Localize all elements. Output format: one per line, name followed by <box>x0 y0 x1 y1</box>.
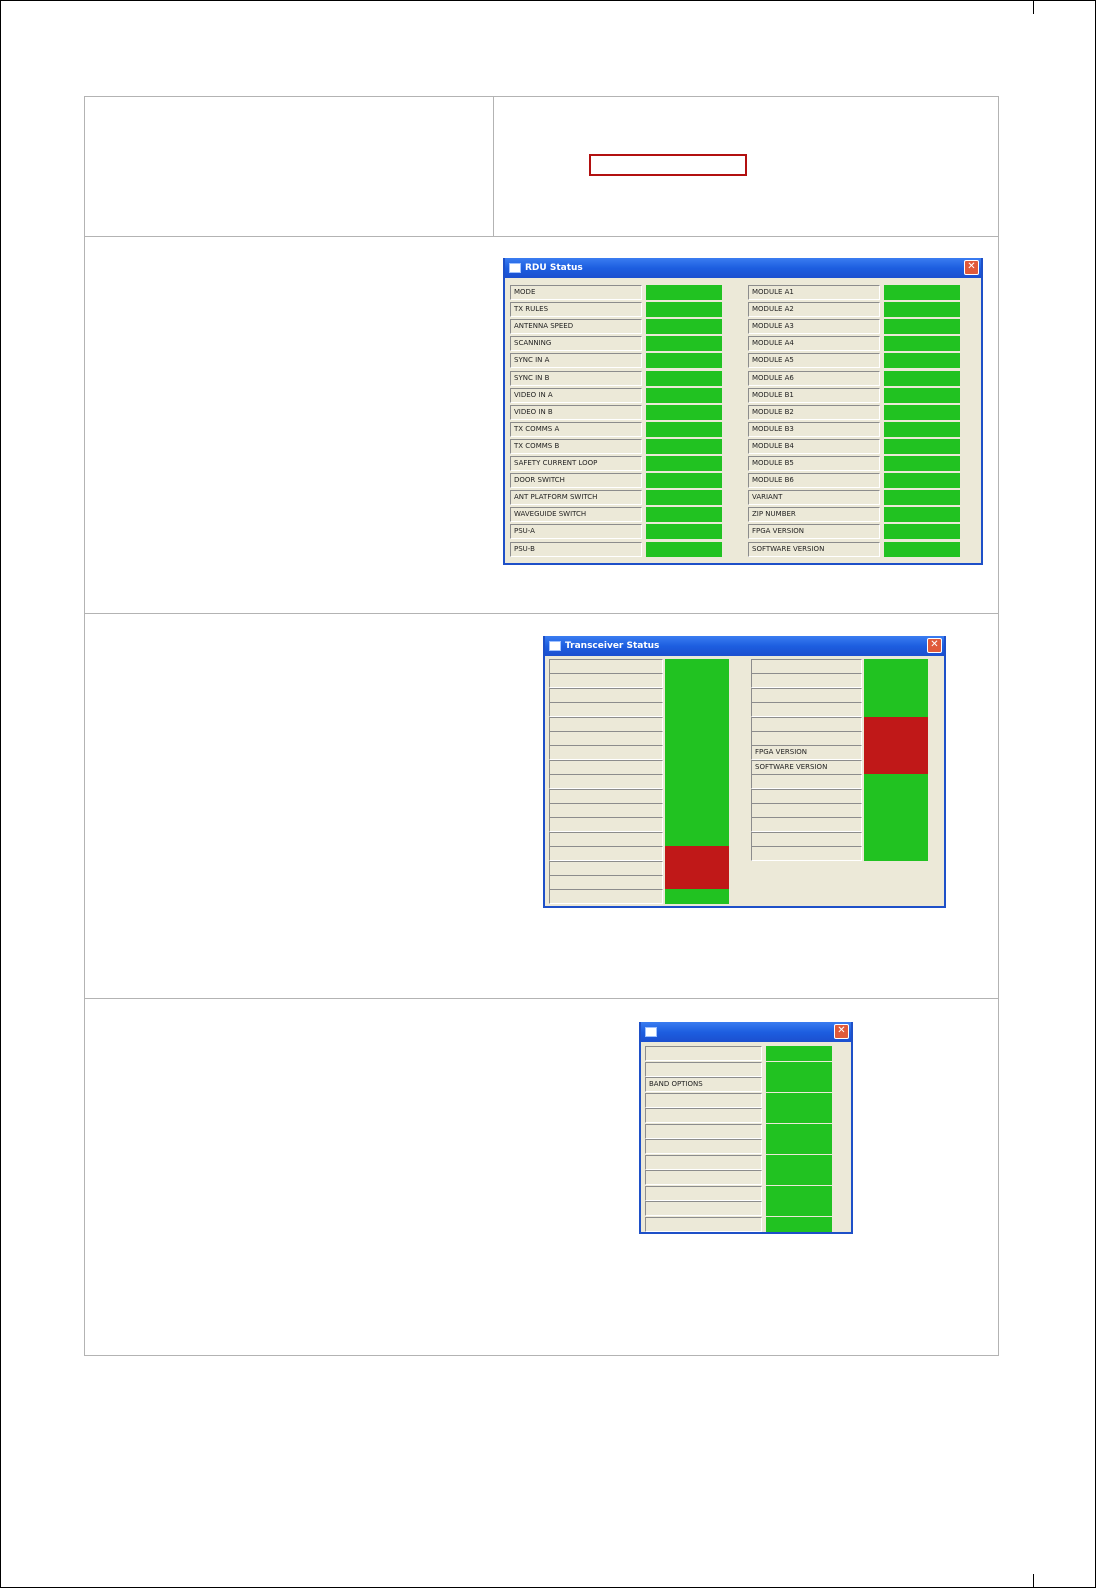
status-row <box>751 774 928 789</box>
status-row <box>751 659 928 674</box>
status-label: VARIANT <box>748 490 880 505</box>
status-indicator <box>646 439 722 454</box>
status-indicator <box>884 302 960 317</box>
transceiver-title-bar[interactable] <box>545 636 944 656</box>
status-indicator <box>646 456 722 471</box>
status-row <box>748 302 960 317</box>
status-row <box>549 673 729 688</box>
status-indicator <box>646 507 722 522</box>
status-indicator <box>665 760 729 775</box>
page-top-line <box>1033 0 1034 14</box>
status-indicator <box>665 745 729 760</box>
status-row <box>549 774 729 789</box>
status-label <box>549 789 663 804</box>
status-row <box>645 1155 832 1170</box>
status-indicator <box>884 542 960 557</box>
status-row <box>748 405 960 420</box>
status-indicator <box>864 673 928 688</box>
status-label <box>549 731 663 746</box>
misc-status-cell <box>85 999 999 1356</box>
status-indicator <box>864 803 928 818</box>
status-label <box>549 861 663 876</box>
status-row <box>748 353 960 368</box>
status-indicator <box>665 688 729 703</box>
status-label <box>645 1124 762 1139</box>
status-row <box>510 439 722 454</box>
status-label <box>751 673 862 688</box>
status-label <box>751 803 862 818</box>
status-indicator <box>646 302 722 317</box>
status-row <box>549 717 729 732</box>
status-label <box>549 774 663 789</box>
status-label <box>751 774 862 789</box>
status-row <box>549 817 729 832</box>
status-row <box>645 1077 832 1092</box>
status-indicator <box>864 774 928 789</box>
status-row <box>549 659 729 674</box>
status-row <box>748 542 960 557</box>
status-indicator <box>665 789 729 804</box>
status-label: MODULE A3 <box>748 319 880 334</box>
status-indicator <box>646 542 722 557</box>
status-indicator <box>646 285 722 300</box>
status-label <box>751 789 862 804</box>
status-label <box>645 1217 762 1232</box>
status-label <box>751 832 862 847</box>
status-label: PSU-A <box>510 524 642 539</box>
status-label <box>751 659 862 674</box>
status-label <box>645 1046 762 1061</box>
status-row <box>645 1062 832 1077</box>
status-indicator <box>766 1062 832 1077</box>
status-indicator <box>766 1155 832 1170</box>
status-label: MODULE B3 <box>748 422 880 437</box>
status-label <box>549 803 663 818</box>
status-indicator <box>665 803 729 818</box>
status-row <box>748 524 960 539</box>
status-indicator <box>766 1170 832 1185</box>
status-row <box>748 490 960 505</box>
status-indicator <box>884 439 960 454</box>
status-row <box>510 490 722 505</box>
status-label: MODULE B1 <box>748 388 880 403</box>
status-label <box>645 1062 762 1077</box>
status-row <box>748 456 960 471</box>
status-indicator <box>766 1217 832 1232</box>
status-indicator <box>864 745 928 760</box>
status-indicator <box>766 1201 832 1216</box>
status-label: MODULE B4 <box>748 439 880 454</box>
status-label: FPGA VERSION <box>748 524 880 539</box>
status-row <box>549 803 729 818</box>
status-row <box>751 673 928 688</box>
status-indicator <box>646 490 722 505</box>
status-indicator <box>665 717 729 732</box>
status-label <box>549 673 663 688</box>
status-indicator <box>646 388 722 403</box>
status-label <box>751 846 862 861</box>
status-indicator <box>864 832 928 847</box>
status-label: TX COMMS B <box>510 439 642 454</box>
status-label <box>549 875 663 890</box>
rdu-window-title: RDU Status <box>525 263 583 273</box>
status-label: MODULE A5 <box>748 353 880 368</box>
status-label <box>549 717 663 732</box>
status-label <box>645 1108 762 1123</box>
page-bottom-line <box>1033 1574 1034 1588</box>
status-label <box>549 760 663 775</box>
status-label <box>751 731 862 746</box>
status-label: SAFETY CURRENT LOOP <box>510 456 642 471</box>
status-label <box>751 717 862 732</box>
rdu-title-bar[interactable] <box>505 258 981 278</box>
status-row <box>751 803 928 818</box>
status-indicator <box>884 456 960 471</box>
status-label: MODULE B6 <box>748 473 880 488</box>
status-indicator <box>884 353 960 368</box>
status-label <box>645 1186 762 1201</box>
status-label: WAVEGUIDE SWITCH <box>510 507 642 522</box>
header-right-cell <box>494 97 999 237</box>
close-icon[interactable]: ✕ <box>964 260 979 275</box>
window-icon <box>549 641 561 651</box>
status-indicator <box>884 490 960 505</box>
status-indicator <box>884 388 960 403</box>
status-row <box>645 1093 832 1108</box>
status-label: ANT PLATFORM SWITCH <box>510 490 642 505</box>
status-indicator <box>646 371 722 386</box>
status-label: MODE <box>510 285 642 300</box>
status-label <box>751 817 862 832</box>
status-row <box>645 1124 832 1139</box>
status-row <box>645 1108 832 1123</box>
transceiver-window-title: Transceiver Status <box>565 641 660 651</box>
status-row <box>751 760 928 775</box>
status-row <box>549 731 729 746</box>
misc-title-bar[interactable] <box>641 1022 851 1042</box>
status-row <box>751 717 928 732</box>
status-label: SYNC IN A <box>510 353 642 368</box>
status-indicator <box>646 336 722 351</box>
status-label <box>645 1170 762 1185</box>
status-label: MODULE A4 <box>748 336 880 351</box>
status-row <box>751 731 928 746</box>
status-row <box>748 422 960 437</box>
status-indicator <box>884 507 960 522</box>
status-indicator <box>864 846 928 861</box>
status-label <box>645 1093 762 1108</box>
close-icon[interactable]: ✕ <box>927 638 942 653</box>
status-row <box>510 371 722 386</box>
misc-status-window <box>639 1022 853 1234</box>
status-row <box>748 285 960 300</box>
status-row <box>748 371 960 386</box>
status-row <box>748 507 960 522</box>
status-row <box>549 789 729 804</box>
status-label: ANTENNA SPEED <box>510 319 642 334</box>
status-label: FPGA VERSION <box>751 745 862 760</box>
status-label <box>549 745 663 760</box>
status-row <box>549 875 729 890</box>
status-row <box>645 1170 832 1185</box>
status-row <box>510 285 722 300</box>
status-indicator <box>665 659 729 674</box>
status-indicator <box>665 861 729 876</box>
status-indicator <box>766 1186 832 1201</box>
status-row <box>549 861 729 876</box>
status-indicator <box>884 371 960 386</box>
status-label <box>549 817 663 832</box>
status-label: SYNC IN B <box>510 371 642 386</box>
status-indicator <box>646 353 722 368</box>
status-row <box>549 889 729 904</box>
status-label: TX COMMS A <box>510 422 642 437</box>
status-row <box>751 846 928 861</box>
status-label: MODULE B5 <box>748 456 880 471</box>
status-label <box>549 659 663 674</box>
status-label: BAND OPTIONS <box>645 1077 762 1092</box>
status-label: MODULE A2 <box>748 302 880 317</box>
status-row <box>510 405 722 420</box>
status-row <box>751 817 928 832</box>
status-row <box>510 542 722 557</box>
status-row <box>549 688 729 703</box>
window-icon <box>509 263 521 273</box>
status-label: VIDEO IN A <box>510 388 642 403</box>
status-row <box>510 336 722 351</box>
status-row <box>510 388 722 403</box>
status-label <box>549 889 663 904</box>
status-label: PSU-B <box>510 542 642 557</box>
status-row <box>748 336 960 351</box>
status-label: SCANNING <box>510 336 642 351</box>
status-label <box>751 702 862 717</box>
status-label: MODULE A1 <box>748 285 880 300</box>
status-indicator <box>864 717 928 732</box>
status-row <box>510 473 722 488</box>
status-row <box>751 832 928 847</box>
status-row <box>748 388 960 403</box>
status-indicator <box>864 760 928 775</box>
status-label <box>645 1201 762 1216</box>
status-label: TX RULES <box>510 302 642 317</box>
status-row <box>645 1217 832 1232</box>
status-row <box>549 745 729 760</box>
highlight-box <box>589 154 747 176</box>
status-indicator <box>665 673 729 688</box>
status-label <box>645 1139 762 1154</box>
status-row <box>748 319 960 334</box>
status-row <box>645 1201 832 1216</box>
status-indicator <box>665 846 729 861</box>
status-indicator <box>646 473 722 488</box>
status-indicator <box>665 702 729 717</box>
status-row <box>549 702 729 717</box>
status-indicator <box>646 319 722 334</box>
status-indicator <box>884 524 960 539</box>
status-row <box>645 1139 832 1154</box>
status-indicator <box>884 473 960 488</box>
status-row <box>510 456 722 471</box>
status-indicator <box>665 731 729 746</box>
status-label <box>549 832 663 847</box>
status-row <box>748 439 960 454</box>
status-indicator <box>665 875 729 890</box>
status-indicator <box>864 702 928 717</box>
status-row <box>510 422 722 437</box>
status-indicator <box>665 774 729 789</box>
status-indicator <box>884 405 960 420</box>
status-indicator <box>646 405 722 420</box>
status-indicator <box>884 336 960 351</box>
status-indicator <box>864 817 928 832</box>
status-indicator <box>766 1108 832 1123</box>
status-row <box>549 846 729 861</box>
status-label: VIDEO IN B <box>510 405 642 420</box>
status-label: MODULE B2 <box>748 405 880 420</box>
status-row <box>549 832 729 847</box>
rdu-status-window <box>503 258 983 565</box>
status-indicator <box>766 1139 832 1154</box>
window-icon <box>645 1027 657 1037</box>
status-indicator <box>766 1124 832 1139</box>
status-row <box>748 473 960 488</box>
status-indicator <box>766 1046 832 1061</box>
status-indicator <box>864 789 928 804</box>
status-row <box>510 302 722 317</box>
status-label: SOFTWARE VERSION <box>751 760 862 775</box>
status-row <box>510 353 722 368</box>
status-indicator <box>665 889 729 904</box>
status-row <box>751 688 928 703</box>
status-row <box>751 745 928 760</box>
status-row <box>510 507 722 522</box>
status-row <box>645 1186 832 1201</box>
status-row <box>751 702 928 717</box>
status-indicator <box>766 1077 832 1092</box>
status-indicator <box>646 422 722 437</box>
status-label: DOOR SWITCH <box>510 473 642 488</box>
status-indicator <box>766 1093 832 1108</box>
status-indicator <box>665 832 729 847</box>
status-indicator <box>665 817 729 832</box>
status-row <box>510 524 722 539</box>
status-indicator <box>646 524 722 539</box>
status-label: SOFTWARE VERSION <box>748 542 880 557</box>
status-indicator <box>864 659 928 674</box>
status-label <box>549 846 663 861</box>
header-left-cell <box>85 97 494 237</box>
status-label <box>751 688 862 703</box>
status-row <box>549 760 729 775</box>
status-row <box>645 1046 832 1061</box>
status-label: MODULE A6 <box>748 371 880 386</box>
status-indicator <box>884 422 960 437</box>
close-icon[interactable]: ✕ <box>834 1024 849 1039</box>
status-indicator <box>864 731 928 746</box>
status-label <box>549 702 663 717</box>
status-indicator <box>884 319 960 334</box>
status-row <box>751 789 928 804</box>
status-label <box>645 1155 762 1170</box>
transceiver-status-window <box>543 636 946 908</box>
status-label <box>549 688 663 703</box>
status-row <box>510 319 722 334</box>
status-indicator <box>864 688 928 703</box>
status-indicator <box>884 285 960 300</box>
status-label: ZIP NUMBER <box>748 507 880 522</box>
